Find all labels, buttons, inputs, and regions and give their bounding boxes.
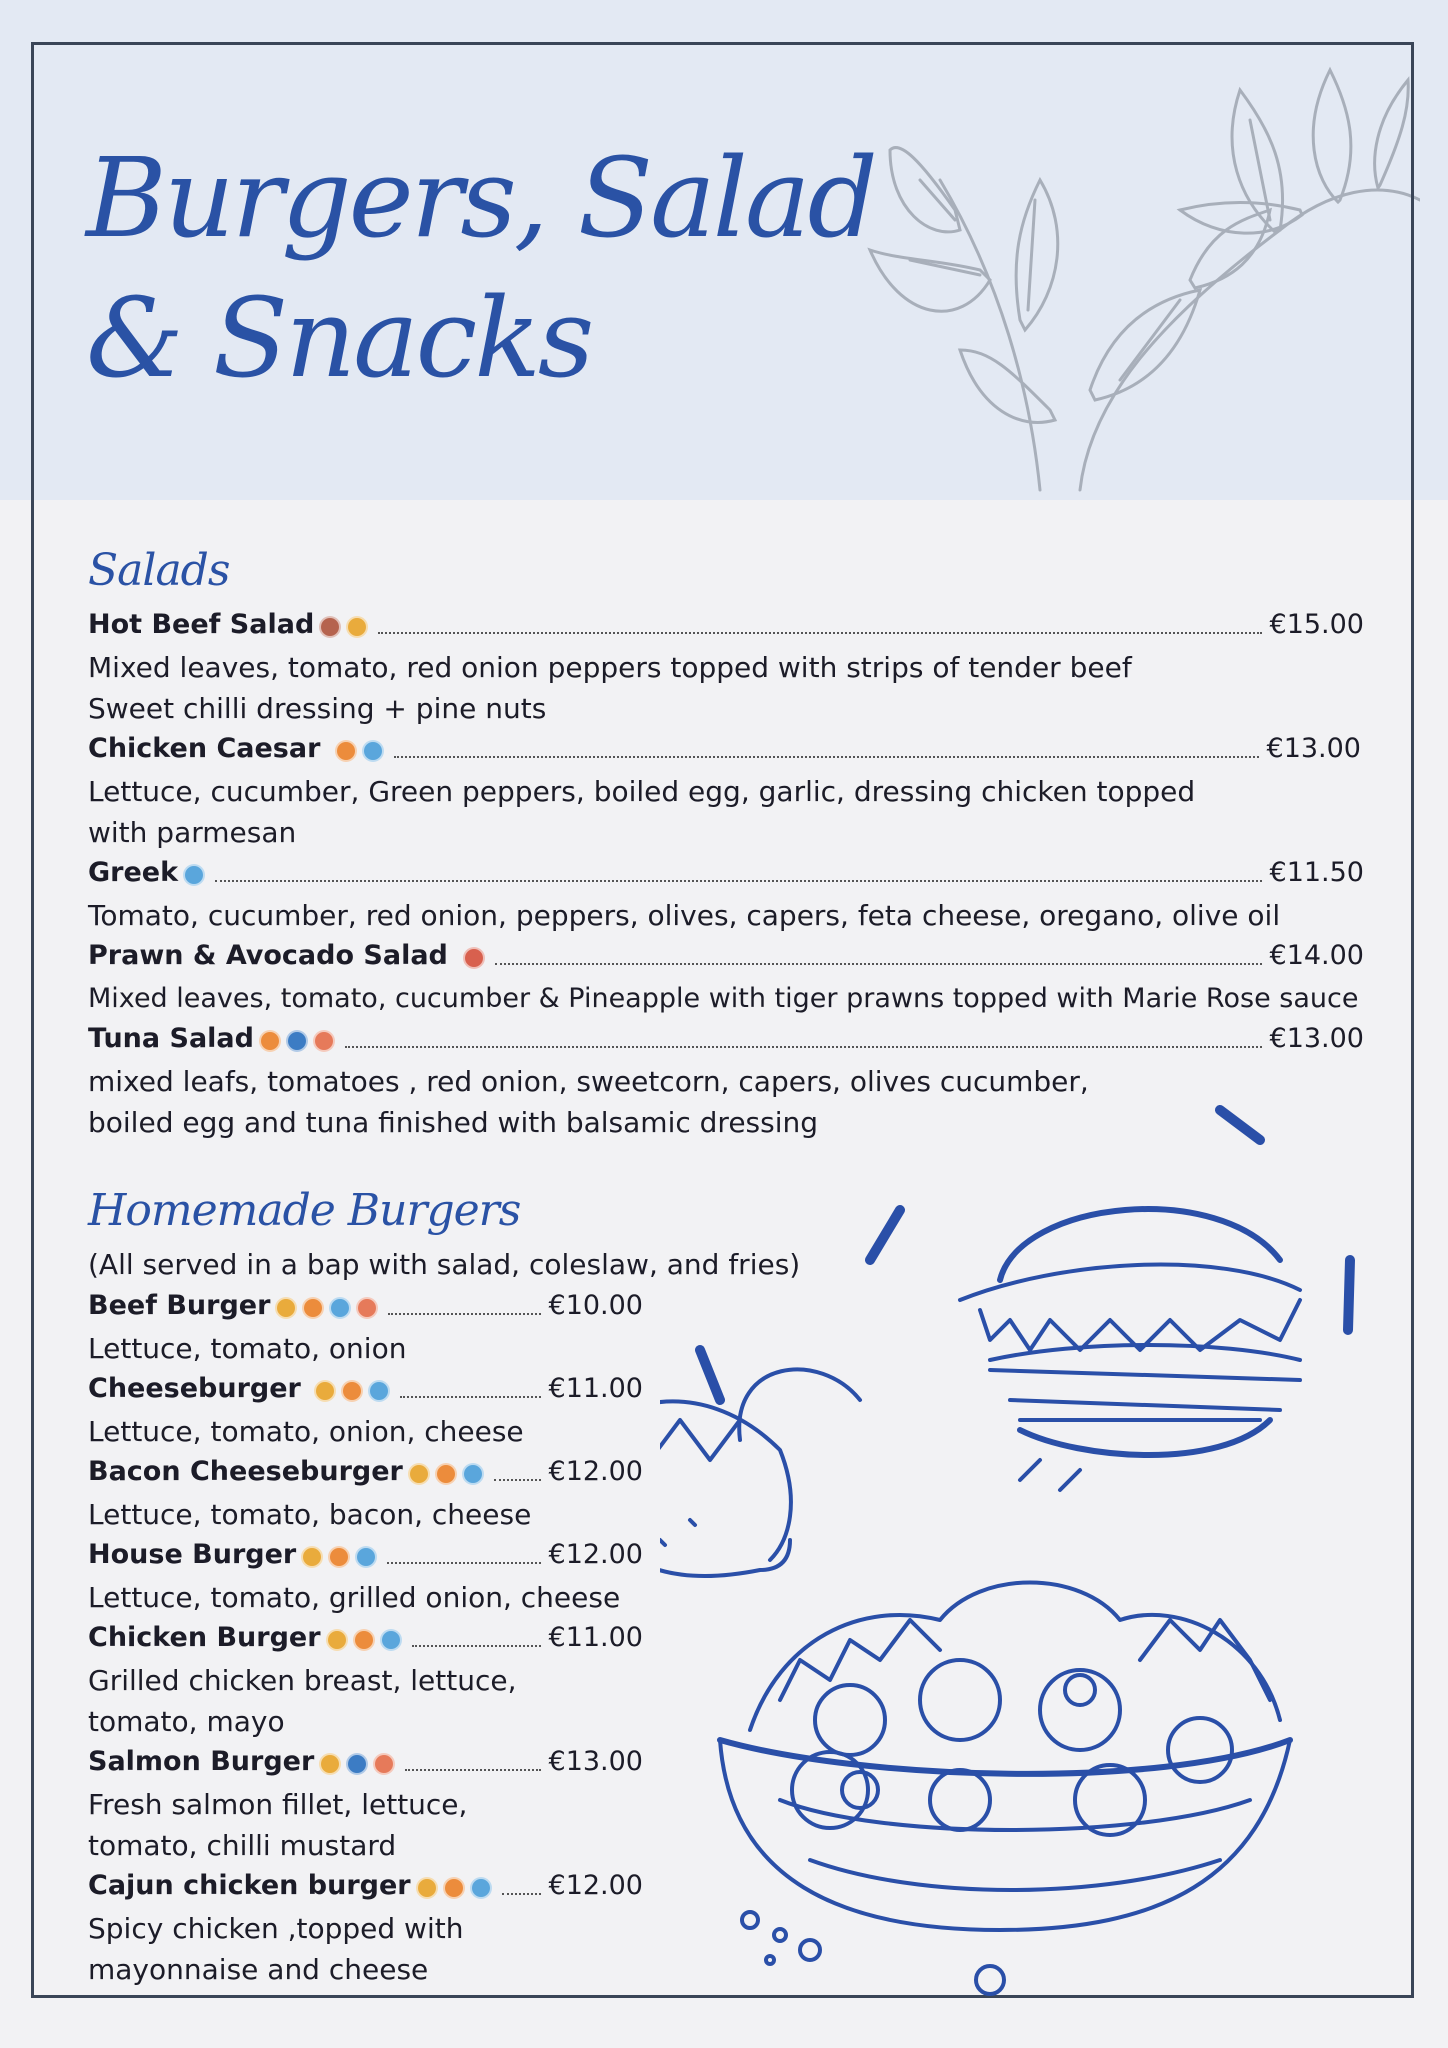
allergen-icon-blue <box>380 1629 402 1651</box>
allergen-icon-yellow <box>408 1463 430 1485</box>
dot-leader <box>502 1893 541 1895</box>
item-description <box>88 1328 406 1369</box>
item-price: €11.00 <box>548 1622 643 1653</box>
description-line: boiled egg and tuna finished with balsamic dressing <box>88 1106 819 1139</box>
description-line: Lettuce, tomato, grilled onion, cheese <box>88 1581 621 1614</box>
item-description <box>88 1577 620 1618</box>
item-description <box>88 978 1358 1019</box>
dot-leader <box>345 1046 1262 1048</box>
item-name: Hot Beef Salad <box>88 609 315 640</box>
allergen-icon-blue <box>183 864 205 886</box>
menu-item-cheeseburger <box>88 1369 643 1409</box>
menu-item-cajun-chicken-burger <box>88 1866 643 1906</box>
item-price: €11.00 <box>548 1373 643 1404</box>
dot-leader <box>400 1396 541 1398</box>
item-price: €13.00 <box>1266 733 1361 764</box>
menu-item-salmon-burger <box>88 1742 643 1782</box>
allergen-icon-blue <box>329 1297 351 1319</box>
description-line: Mixed leaves, tomato, red onion peppers topped with strips of tender beef <box>88 651 1132 684</box>
allergen-icon-blue <box>362 740 384 762</box>
description-line: tomato, chilli mustard <box>88 1829 397 1862</box>
description-line: Mixed leaves, tomato, cucumber & Pineapple with tiger prawns topped with Marie Rose sauce <box>88 983 1359 1014</box>
item-description <box>88 1660 517 1742</box>
item-price: €10.00 <box>548 1290 643 1321</box>
allergen-icon-orange <box>341 1380 363 1402</box>
menu-item-chicken-caesar <box>88 729 1361 769</box>
allergen-icon-red <box>463 947 485 969</box>
description-line: mayonnaise and cheese <box>88 1953 429 1986</box>
allergen-icon-brown <box>319 616 341 638</box>
allergen-icon-orange <box>259 1030 281 1052</box>
menu-item-bacon-cheeseburger <box>88 1452 643 1492</box>
description-line: Tomato, cucumber, red onion, peppers, olives, capers, feta cheese, oregano, olive oil <box>88 899 1281 932</box>
description-line: tomato, mayo <box>88 1705 285 1738</box>
food-illustration <box>660 1100 1380 2020</box>
allergen-icon-navy <box>286 1030 308 1052</box>
allergen-icon-salmon <box>373 1753 395 1775</box>
menu-item-tuna-salad <box>88 1019 1364 1059</box>
menu-item-chicken-burger <box>88 1618 643 1658</box>
item-name: Tuna Salad <box>88 1023 254 1054</box>
allergen-icon-salmon <box>356 1297 378 1319</box>
item-price: €13.00 <box>548 1746 643 1777</box>
dot-leader <box>405 1769 540 1771</box>
dot-leader <box>388 1313 540 1315</box>
item-description <box>88 895 1280 936</box>
item-name: Chicken Burger <box>88 1622 321 1653</box>
item-description <box>88 1784 467 1866</box>
item-price: €14.00 <box>1269 940 1364 971</box>
menu-item-hot-beef-salad <box>88 605 1364 645</box>
description-line: Spicy chicken ,topped with <box>88 1912 464 1945</box>
allergen-icon-yellow <box>416 1877 438 1899</box>
allergen-icon-blue <box>462 1463 484 1485</box>
allergen-icon-orange <box>353 1629 375 1651</box>
allergen-icon-blue <box>470 1877 492 1899</box>
allergen-icon-navy <box>346 1753 368 1775</box>
menu-item-house-burger <box>88 1535 643 1575</box>
allergen-icon-orange <box>443 1877 465 1899</box>
description-line: Sweet chilli dressing + pine nuts <box>88 692 547 725</box>
section-heading-salads: Salads <box>88 545 230 596</box>
description-line: mixed leafs, tomatoes , red onion, sweetcorn, capers, olives cucumber, <box>88 1065 1089 1098</box>
description-line: Lettuce, tomato, onion <box>88 1332 407 1365</box>
allergen-icon-blue <box>368 1380 390 1402</box>
allergen-icon-yellow <box>346 616 368 638</box>
dot-leader <box>412 1645 541 1647</box>
allergen-icon-orange <box>302 1297 324 1319</box>
item-description <box>88 647 1132 729</box>
dot-leader <box>215 880 1261 882</box>
title-line-1: Burgers, Salad <box>86 134 875 262</box>
dot-leader <box>494 1479 541 1481</box>
allergen-icon-yellow <box>275 1297 297 1319</box>
description-line: Lettuce, tomato, bacon, cheese <box>88 1498 532 1531</box>
dot-leader <box>495 963 1262 965</box>
description-line: Lettuce, tomato, onion, cheese <box>88 1415 524 1448</box>
dot-leader <box>378 632 1261 634</box>
item-price: €12.00 <box>548 1456 643 1487</box>
item-price: €13.00 <box>1269 1023 1364 1054</box>
item-name: Greek <box>88 857 179 888</box>
item-price: €12.00 <box>548 1870 643 1901</box>
burgers-note: (All served in a bap with salad, coleslaw, and fries) <box>88 1248 801 1281</box>
item-description <box>88 1908 463 1990</box>
description-line: Lettuce, cucumber, Green peppers, boiled egg, garlic, dressing chicken topped <box>88 775 1196 808</box>
item-price: €11.50 <box>1269 857 1364 888</box>
allergen-icon-yellow <box>326 1629 348 1651</box>
allergen-icon-orange <box>328 1546 350 1568</box>
item-name: Salmon Burger <box>88 1746 315 1777</box>
dot-leader <box>387 1562 540 1564</box>
item-name: Chicken Caesar <box>88 733 321 764</box>
item-description <box>88 771 1195 853</box>
description-line: Fresh salmon fillet, lettuce, <box>88 1788 468 1821</box>
menu-item-greek <box>88 853 1364 893</box>
item-name: Prawn & Avocado Salad <box>88 940 448 971</box>
allergen-icon-yellow <box>314 1380 336 1402</box>
allergen-icon-yellow <box>301 1546 323 1568</box>
item-description <box>88 1411 524 1452</box>
page-title <box>86 128 875 408</box>
allergen-icon-blue <box>355 1546 377 1568</box>
allergen-icon-orange <box>435 1463 457 1485</box>
item-name: Beef Burger <box>88 1290 271 1321</box>
title-line-2: & Snacks <box>86 274 592 402</box>
dot-leader <box>394 756 1258 758</box>
item-name: Bacon Cheeseburger <box>88 1456 403 1487</box>
section-heading-burgers: Homemade Burgers <box>88 1185 521 1236</box>
menu-item-prawn-avocado-salad <box>88 936 1364 976</box>
allergen-icon-orange <box>335 740 357 762</box>
item-price: €12.00 <box>548 1539 643 1570</box>
item-name: Cheeseburger <box>88 1373 301 1404</box>
item-name: House Burger <box>88 1539 297 1570</box>
item-price: €15.00 <box>1269 609 1364 640</box>
menu-item-beef-burger <box>88 1286 643 1326</box>
item-name: Cajun chicken burger <box>88 1870 411 1901</box>
description-line: Grilled chicken breast, lettuce, <box>88 1664 517 1697</box>
allergen-icon-salmon <box>313 1030 335 1052</box>
item-description <box>88 1494 531 1535</box>
allergen-icon-yellow <box>319 1753 341 1775</box>
description-line: with parmesan <box>88 816 297 849</box>
